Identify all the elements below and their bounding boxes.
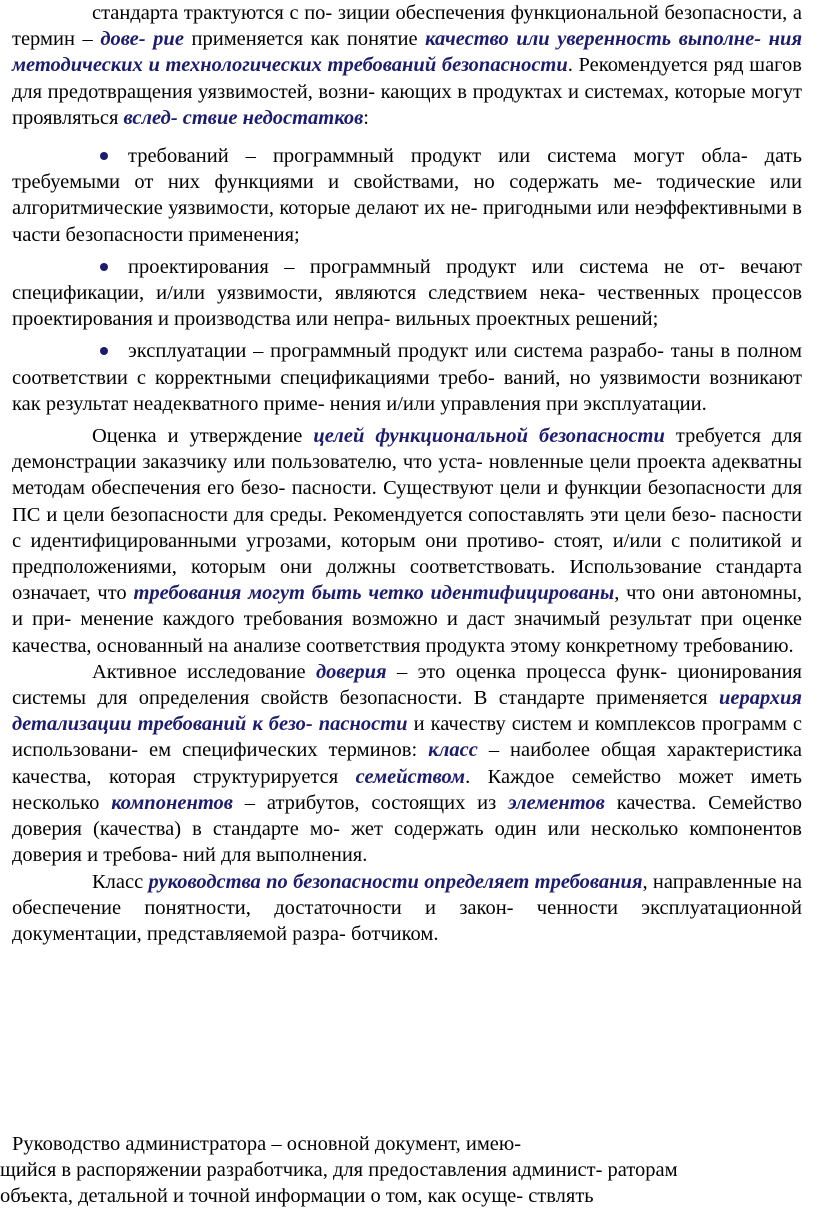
document-body bbox=[12, 0, 802, 947]
term-class: класс bbox=[428, 739, 478, 762]
term-functional-safety-goals: целей функциональной безопасности bbox=[313, 425, 665, 448]
term-trust: дове- рие bbox=[100, 28, 184, 51]
list-item-operation: эксплуатации – программный продукт или система разрабо- таны в полном соответствии с корректными спецификациями требо- ваний, но уязвимости возникают как результат неадекватного приме- нения и/или управления при эксплуатации. bbox=[12, 340, 802, 415]
term-requirements-identified: требования могут быть четко идентифицированы bbox=[133, 582, 615, 605]
tail-line-3: объекта, детальной и точной информации о том, как осуще- ствлять bbox=[0, 1185, 594, 1207]
term-quality-definition: качество или уверенность выполне- ния методических и технологических требований безопасности bbox=[12, 28, 803, 77]
paragraph-security-goals: Оценка и утверждение целей функциональной безопасности требуется для демонстрации заказчику или пользователю, что уста- новленные цели проекта адекватны методам обеспечения его безо- пасности. Существуют цели и функции безопасности для ПС и цели безопасности для среды. Рекомендуется сопоставлять эти цели безо- пасности с идентифицированными угрозами, которым они противо- стоят, и/или с политикой и предположениями, которым они должны соответствовать. Использование стандарта означает, что требования могут быть четко идентифицированы, что они автономны, и при- менение каждого требования возможно и даст значимый результат при оценке качества, основанный на анализе соответствия продукта этому конкретному требованию. bbox=[12, 425, 802, 657]
bullet-icon bbox=[100, 347, 108, 355]
term-family: семейством bbox=[355, 765, 466, 788]
defect-list bbox=[12, 143, 802, 417]
paragraph-guidance-class: Класс руководства по безопасности определяет требования, направленные на обеспечение понятности, достаточности и закон- ченности эксплуатационной документации, представляемой разра- ботчиком. bbox=[12, 870, 802, 945]
bullet-icon bbox=[100, 152, 108, 160]
list-item-design: проектирования – программный продукт или система не от- вечают спецификации, и/или уязвимости, являются следствием нека- чественных процессов проектирования и производства или непра- вильных проектных решений; bbox=[12, 255, 802, 331]
term-trust-2: доверия bbox=[315, 660, 387, 683]
paragraph-vulnerability-steps: стандарта трактуются с по- зиции обеспечения функциональной безопасности, а термин – дове- рие применяется как понятие качество или уверенность выполне- ния методических и технологических требований безопасности. Рекомендуется ряд шагов для предотвращения уязвимостей, возни- кающих в продуктах и системах, которые могут проявляться вслед- ствие недостатков: bbox=[12, 2, 803, 129]
term-hierarchy: иерархия детализации требований к безо- пасности bbox=[12, 687, 802, 736]
list-item-requirements: требований – программный продукт или система могут обла- дать требуемыми от них функциями и свойствами, но содержать ме- тодические или алгоритмические уязвимости, которые делают их не- пригодными или неэффективными в части безопасности применения; bbox=[12, 145, 802, 246]
term-guidance: руководства по безопасности определяет требования bbox=[148, 870, 643, 893]
tail-line-1: Руководство администратора – основной документ, имею- bbox=[12, 1133, 522, 1155]
paragraph-trust-research: Активное исследование доверия – это оценка процесса функ- ционирования системы для определения свойств безопасности. В стандарте применяется иерархия детализации требований к безо- пасности и качеству систем и комплексов программ с использовани- ем специфических терминов: класс – наиболее общая характеристика качества, которая структурируется семейством. Каждое семейство может иметь несколько компонентов – атрибутов, состоящих из элементов качества. Семейство доверия (качества) в стандарте мо- жет содержать один или несколько компонентов доверия и требова- ний для выполнения. bbox=[12, 660, 802, 867]
term-due-to-defects: вслед- ствие недостатков bbox=[123, 106, 364, 129]
term-elements: элементов bbox=[508, 791, 605, 814]
term-components: компонентов bbox=[111, 791, 233, 814]
tail-line-2: щийся в распоряжении разработчика, для предоставления админист- раторам bbox=[0, 1159, 678, 1181]
bullet-icon bbox=[100, 263, 108, 271]
